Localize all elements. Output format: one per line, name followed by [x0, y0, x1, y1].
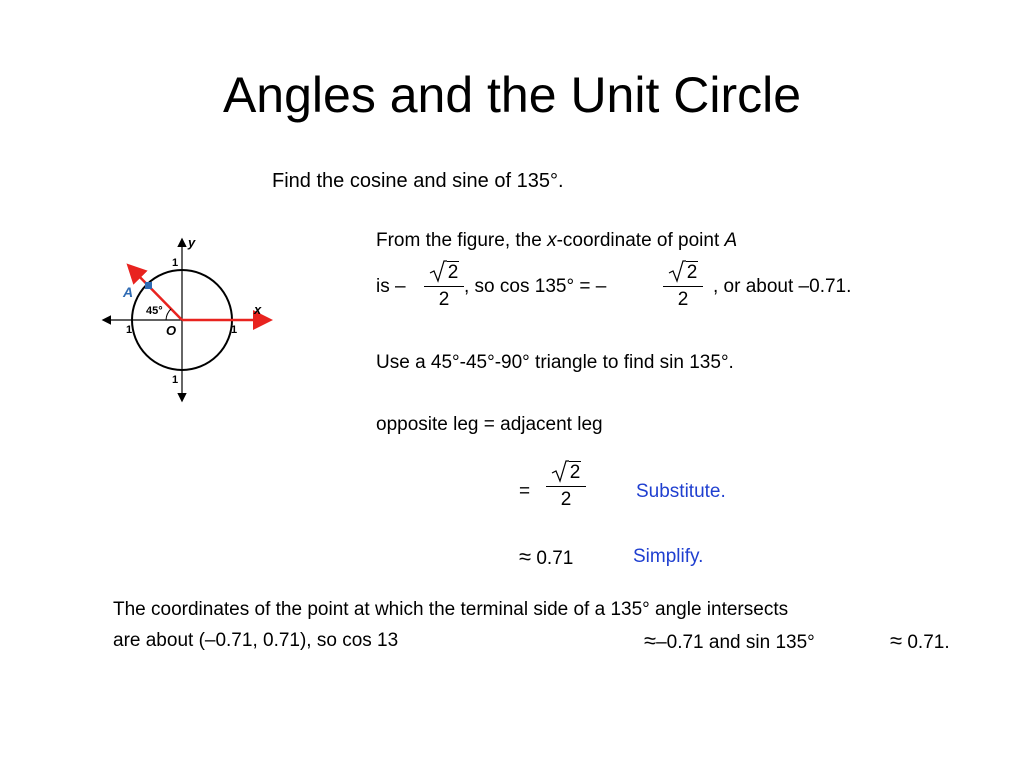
fraction-root2-over-2-b: [659, 262, 707, 311]
point-a-ref: A: [724, 230, 738, 251]
from-figure-mid: -coordinate of point: [556, 230, 725, 251]
unit-circle-figure: [96, 230, 276, 406]
origin-label: O: [166, 323, 177, 338]
tick-label-bottom: 1: [172, 374, 179, 386]
conclusion-line-1: The coordinates of the point at which the terminal side of a 135° angle intersects: [113, 599, 789, 620]
fraction-numerator: 2: [569, 462, 581, 483]
tick-label-top: 1: [172, 257, 179, 269]
from-figure-line: [376, 229, 737, 253]
approx-value: 0.71: [536, 548, 574, 569]
cos-sin-value: –0.71 and sin 135°: [656, 632, 815, 653]
point-a-label: A: [123, 284, 134, 300]
x-variable: x: [547, 230, 557, 251]
conclusion-line-2c: [890, 629, 950, 655]
opposite-leg-text: opposite leg = adjacent leg: [376, 414, 603, 435]
fraction-root2-over-2-c: [542, 462, 590, 511]
angle-arc: [166, 309, 171, 320]
tick-label-right: 1: [231, 324, 238, 336]
substitute-note: Substitute.: [636, 481, 726, 502]
fraction-denominator: 2: [560, 489, 572, 510]
conclusion-line-2b: [644, 629, 815, 655]
slide-title: Angles and the Unit Circle: [222, 67, 802, 123]
fraction-numerator: 2: [686, 262, 698, 283]
or-about-text: , or about –0.71.: [713, 276, 852, 297]
fraction-denominator: 2: [677, 289, 689, 310]
is-prefix: is –: [376, 276, 406, 297]
so-cos-text: , so cos 135° = –: [464, 276, 607, 297]
approx-symbol: ≈: [519, 544, 532, 569]
point-a-marker: [145, 282, 152, 289]
simplify-note: Simplify.: [633, 546, 704, 567]
fraction-root2-over-2: [420, 262, 468, 311]
approx-result: [519, 545, 573, 571]
sin-value: 0.71.: [902, 632, 950, 653]
problem-prompt: Find the cosine and sine of 135°.: [272, 170, 564, 192]
axis-x-label: x: [254, 302, 262, 317]
from-figure-text: From the figure, the: [376, 230, 548, 251]
fraction-denominator: 2: [438, 289, 450, 310]
equals-sign: =: [519, 481, 531, 502]
tick-label-left: 1: [126, 324, 133, 336]
conclusion-line-2a: are about (–0.71, 0.71), so cos 13: [113, 630, 399, 651]
axis-y-label: y: [188, 235, 196, 250]
approx-symbol: ≈: [890, 628, 903, 653]
use-triangle-text: Use a 45°-45°-90° triangle to find sin 135°.: [376, 352, 734, 373]
approx-symbol: ≈: [644, 628, 657, 653]
angle-label: 45°: [146, 305, 163, 317]
fraction-numerator: 2: [447, 262, 459, 283]
